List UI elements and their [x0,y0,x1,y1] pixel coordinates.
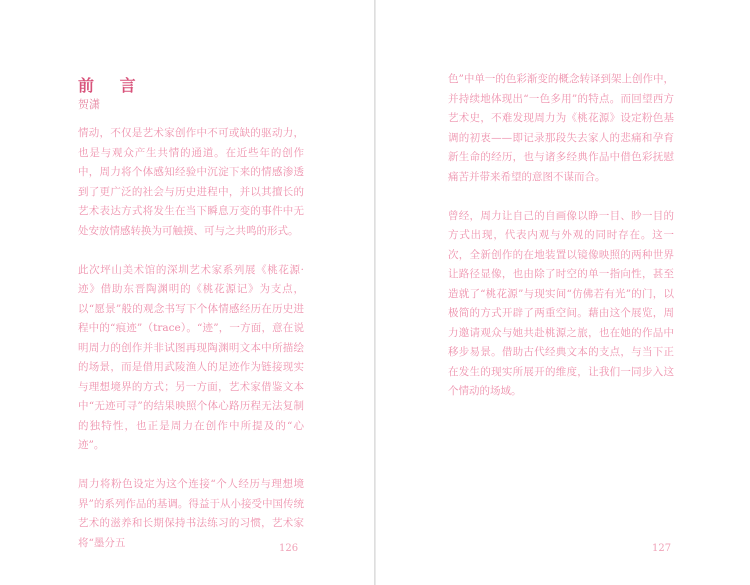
right-page [376,0,750,585]
paragraph: 色”中单一的色彩渐变的概念转译到架上创作中，并持续地体现出“一色多用”的特点。而回望西方艺术史，不难发现周力为《桃花源》设定粉色基调的初衷——即记录那段失去家人的悲痛和孕育新生命的经历，也与诸多经典作品中借色彩抚慰痛苦并带来希望的意图不谋而合。 [448,73,674,183]
paragraph: 此次坪山美术馆的深圳艺术家系列展《桃花源·迹》借助东晋陶渊明的《桃花源记》为支点，以“愿景”般的观念书写下个体情感经历在历史进程中的“痕迹”（trace）。“迹”，一方面，意在说明周力的创作并非试图再现陶渊明文本中所描绘的场景，而是借用武陵渔人的足迹作为链接现实与理想境界的方式；另一方面，艺术家借鉴文本中“无迹可寻”的结果映照个体心路历程无法复制的独特性，也正是周力在创作中所提及的“心迹”。 [78,263,304,451]
paragraph: 周力将粉色设定为这个连接“个人经历与理想境界”的系列作品的基调。得益于从小接受中国传统艺术的滋养和长期保持书法练习的习惯，艺术家将“墨分五 [78,478,304,549]
page-number-right: 127 [652,543,672,554]
page-number-left: 126 [279,543,299,554]
paragraph: 情动，不仅是艺术家创作中不可或缺的驱动力，也是与观众产生共情的通道。在近些年的创作中，周力将个体感知经验中沉淀下来的情感渗透到了更广泛的社会与历史进程中，并以其擅长的艺术表达方式将发生在当下瞬息万变的事件中无处安放情感转换为可触摸、可与之共鸣的形式。 [78,127,304,237]
paragraph: 曾经，周力让自己的自画像以睁一目、眇一目的方式出现，代表内观与外观的同时存在。这一次，全新创作的在地装置以镜像映照的两种世界让路径显像，也由除了时空的单一指向性，甚至造就了“桃花源”与现实间“仿佛若有光”的门，以极简的方式开辟了两重空间。藉由这个展览，周力邀请观众与她共赴桃源之旅，也在她的作品中移步易景。借助古代经典文本的支点，与当下正在发生的现实所展开的维度，让我们一同步入这个情动的场域。 [448,209,674,397]
page-heading: 前 言 [78,76,146,95]
right-body-text [448,70,674,421]
author-name: 贺潇 [78,98,100,111]
left-body-text [78,124,304,573]
left-page [0,0,374,585]
